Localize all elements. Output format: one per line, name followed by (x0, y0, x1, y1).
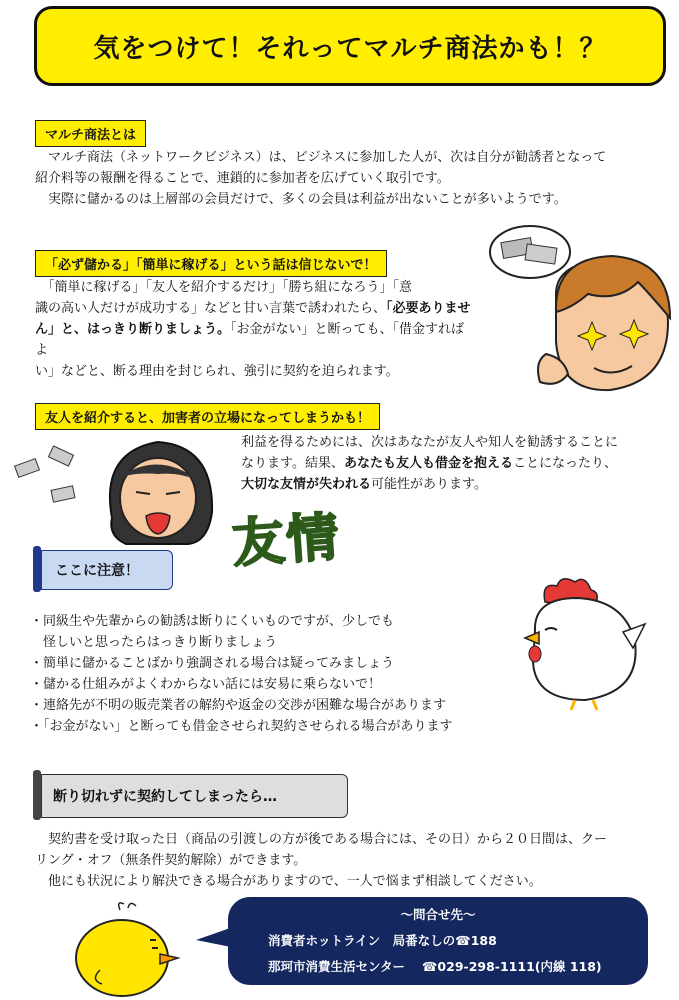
section3-body (241, 432, 671, 495)
section1-line1: マルチ商法（ネットワークビジネス）は、ビジネスに参加した人が、次は自分が勧誘者となって (35, 150, 607, 165)
contact-speech-tail (196, 922, 236, 952)
section3-line3 (241, 474, 671, 495)
caution-item: ・同級生や先輩からの勧誘は断りにくいものですが、少しでも (30, 614, 395, 629)
title-banner (34, 6, 666, 86)
section3-line3a: 大切な友情が失われる (241, 477, 372, 492)
section2-line4: い」などと、断る理由を封じられ、強引に契約を迫られます。 (35, 364, 399, 379)
caution-item: 怪しいと思ったらはっきり断りましょう (30, 635, 278, 650)
section5-line1: 契約書を受け取った日（商品の引渡しの方が後である場合には、その日）から２０日間は、クー (35, 832, 608, 847)
boy-money-illustration (488, 222, 674, 402)
woman-illustration (8, 432, 228, 552)
contact-center: 那珂市消費生活センター ☎029-298-1111(内線 118) (268, 959, 602, 974)
caution-item: ・簡単に儲かることばかり強調される場合は疑ってみましょう (30, 656, 395, 671)
caution-item: ・連絡先が不明の販売業者の解約や返金の交渉が困難な場合があります (30, 698, 447, 713)
section2-body (35, 277, 475, 382)
section4-heading: ここに注意！ (55, 563, 139, 579)
section3-line2c: ことになったり、 (512, 456, 617, 471)
section2-line2 (35, 298, 475, 319)
section2-line3 (35, 319, 475, 361)
friendship-art-text: 友情 (230, 507, 343, 575)
section3-line2b: あなたも友人も借金を抱える (343, 456, 513, 471)
section1-body (35, 147, 665, 210)
section3-line2 (241, 453, 671, 474)
section3-line3b: 可能性があります。 (371, 477, 487, 492)
contact-hotline: 消費者ホットライン 局番なしの☎188 (268, 933, 497, 948)
section2-line3a: ん」と、はっきり断りましょう。 (35, 322, 231, 337)
section1-line2: 紹介料等の報酬を得ることで、連鎖的に参加者を広げていく取引です。 (35, 171, 450, 186)
section2-line2a: 識の高い人だけが成功する」などと甘い言葉で誘われたら、 (35, 301, 387, 316)
section3-heading: 友人を紹介すると、加害者の立場になってしまうかも！ (35, 403, 380, 430)
section3-line1: 利益を得るためには、次はあなたが友人や知人を勧誘することに (241, 435, 619, 450)
after-contract-scroll (33, 770, 353, 820)
caution-item: ・「お金がない」と断っても借金させられ契約させられる場合があります (30, 719, 453, 734)
section2-heading: 「必ず儲かる」「簡単に稼げる」という話は信じないで！ (35, 250, 387, 277)
page-title: 気をつけて！それってマルチ商法かも！？ (93, 33, 607, 64)
section5-line2: リング・オフ（無条件契約解除）ができます。 (35, 853, 307, 868)
section1-heading: マルチ商法とは (35, 120, 146, 147)
section2-line1: 「簡単に稼げる」「友人を紹介するだけ」「勝ち組になろう」「意 (35, 280, 413, 295)
section2-line2b: 「必要ありませ (386, 301, 471, 316)
section3-line2a: なります。結果、 (241, 456, 344, 471)
caution-item: ・儲かる仕組みがよくわからない話には安易に乗らないで！ (30, 677, 382, 692)
chick-illustration (60, 900, 190, 998)
section2-line3b: 「お金がない」と断っても、「借金すればよ (35, 322, 465, 358)
section1-line3: 実際に儲かるのは上層部の会員だけで、多くの会員は利益が出ないことが多いようです。 (35, 192, 567, 207)
caution-scroll (33, 546, 178, 592)
section5-body (35, 829, 675, 892)
contact-heading: ～問合せ先～ (400, 907, 476, 922)
chicken-illustration (505, 572, 655, 712)
section5-heading: 断り切れずに契約してしまったら… (53, 789, 277, 805)
contact-box (228, 897, 648, 985)
section5-line3: 他にも状況により解決できる場合がありますので、一人で悩まず相談してください。 (35, 874, 542, 889)
